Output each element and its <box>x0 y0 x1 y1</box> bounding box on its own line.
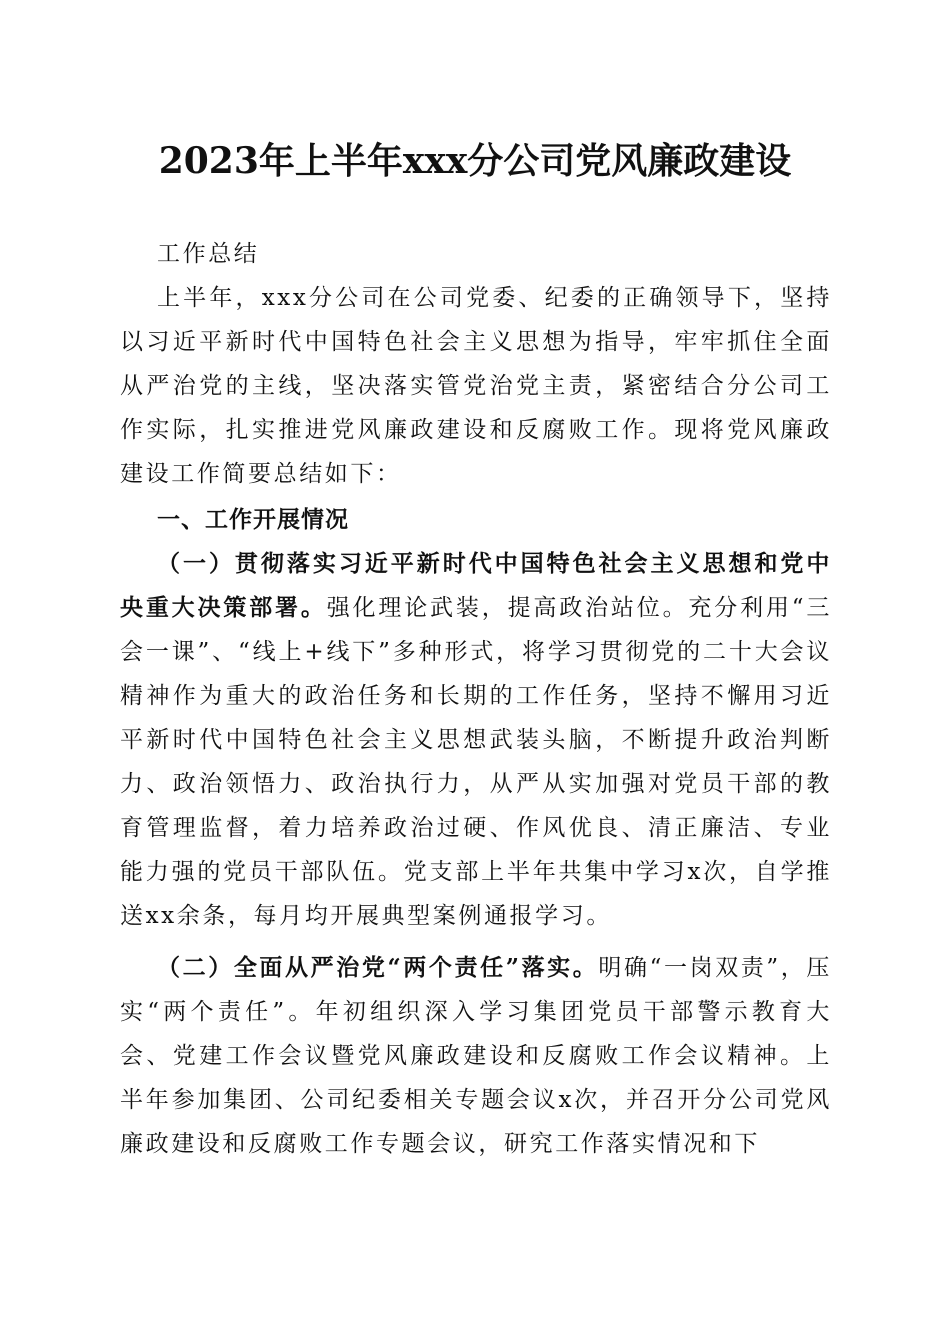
item-1-text: 强化理论武装，提高政治站位。充分利用“三会一课”、“线上+线下”多种形式，将学习贯彻党的二十大会议精神作为重大的政治任务和长期的工作任务，坚持不懈用习近平新时代中国特色社会主义思想武装头脑，不断提升政治判断力、政治领悟力、政治执行力，从严从实加强对党员干部的教育管理监督，着力培养政治过硬、作风优良、清正廉洁、专业能力强的党员干部队伍。党支部上半年共集中学习x次，自学推送xx余条，每月均开展典型案例通报学习。 <box>120 595 832 929</box>
paragraph-item-2 <box>120 946 832 1166</box>
item-2-lead: （二）全面从严治党“两个责任”落实。 <box>157 954 599 981</box>
item-1-lead: （一）贯彻落实习近平新时代中国特色社会主义思想和党中央重大决策部署。 <box>120 550 832 621</box>
section-heading-work-progress: 一、工作开展情况 <box>157 507 349 533</box>
intro-paragraph: 上半年，xxx分公司在公司党委、纪委的正确领导下，坚持以习近平新时代中国特色社会主义思想为指导，牢牢抓住全面从严治党的主线，坚决落实管党治党主责，紧密结合分公司工作实际，扎实推进党风廉政建设和反腐败工作。现将党风廉政建设工作简要总结如下： <box>120 285 832 487</box>
paragraph-item-1 <box>120 542 832 938</box>
document-title: 2023年上半年xxx分公司党风廉政建设 <box>158 140 792 182</box>
item-2-text: 明确“一岗双责”，压实“两个责任”。年初组织深入学习集团党员干部警示教育大会、党建工作会议暨党风廉政建设和反腐败工作会议精神。上半年参加集团、公司纪委相关专题会议x次，并召开分公司党风廉政建设和反腐败工作专题会议，研究工作落实情况和下 <box>120 955 832 1157</box>
document-subtitle: 工作总结 <box>157 241 260 267</box>
